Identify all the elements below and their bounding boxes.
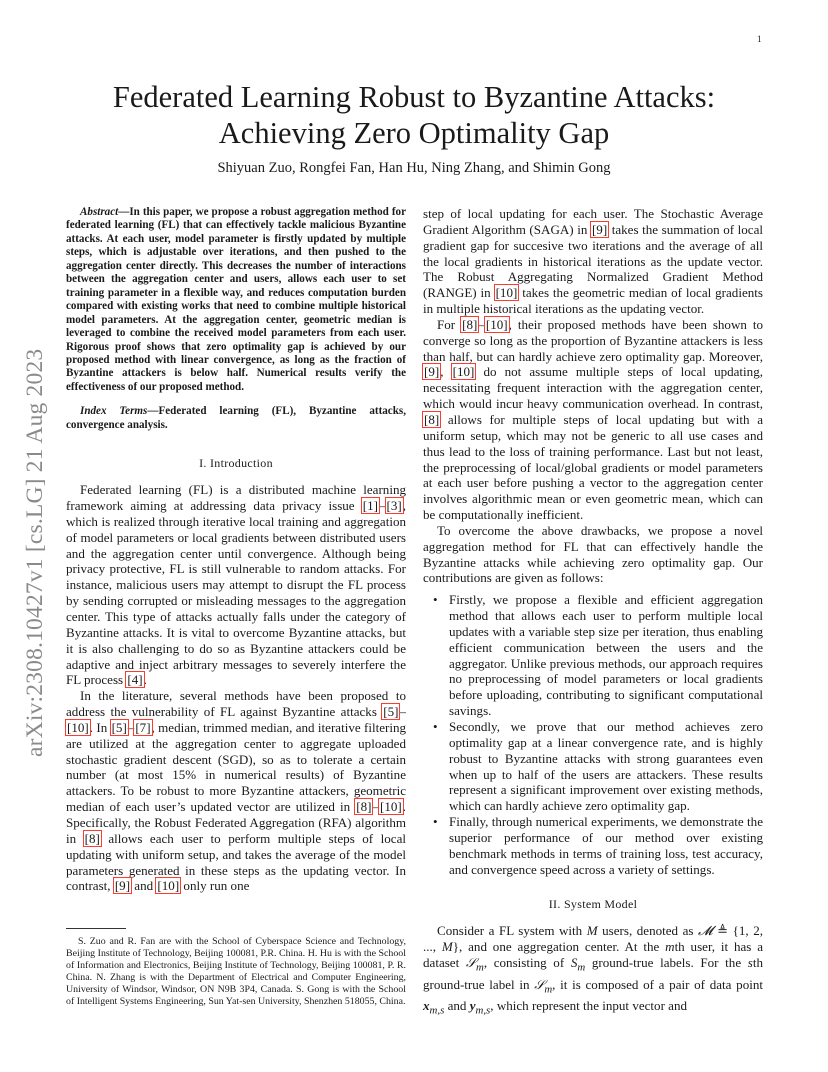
citation-link[interactable]: [8] [356,799,372,815]
contributions-list [423,592,763,877]
index-terms [66,405,406,432]
bullet-icon: • [433,814,438,830]
paper-title [60,79,768,151]
intro-paragraph-1: Federated learning (FL) is a distributed machine learning framework aiming at addressing data privacy issue [1]–[3], which is realized through iterative local training and aggregation of model parameters or local gradients between distributed users and the aggregation center until convergence. Although being privacy protective, FL is still vulnerable to random attacks. For instance, malicious users may attempt to disrupt the FL process by sending corrupted or misleading messages to the aggregation center. This type of attacks actually falls under the category of Byzantine attacks. It is vital to overcome Byzantine attacks, but it is also challenging to do so as Byzantine attackers could be adaptive and inject arbitrary messages to severely interfere the FL process [4]. [66,482,406,688]
right-paragraph-1: step of local updating for each user. The Stochastic Average Gradient Algorithm (SAGA) in [9] takes the summation of local gradient gap for succesive two iterations and the average of all the local gradients in historical iterations as the update vector. The Robust Aggregating Normalized Gradient Method (RANGE) in [10] takes the geometric median of local gradients in multiple historical iterations as the updating vector. [423,206,763,317]
citation-link[interactable]: [5] [383,704,399,720]
abstract-text: —In this paper, we propose a robust aggregation method for federated learning (FL) that can effectively tackle malicious Byzantine attacks. At each user, model parameter is firstly updated by multiple steps, which is adjustable over iterations, and then pushed to the aggregation center directly. This decreases the number of interactions between the aggregation center and users, allows each user to set training parameter in a flexible way, and reduces computation burden compared with existing works that need to combine multiple historical model parameters. At the aggregation center, geometric median is leveraged to combine the received model parameters from each user. Rigorous proof shows that zero optimality gap is achieved by our proposed method with linear convergence, as long as the fraction of Byzantine attackers is below half. Numerical results verify the effectiveness of our proposed method. [66,206,406,393]
list-item: • Finally, through numerical experiments, we demonstrate the superior performance of our method over existing benchmark methods in terms of training loss, test accuracy, and convergence speed across a variety of settings. [433,814,763,877]
section-heading-introduction: I. Introduction [199,456,273,471]
citation-link[interactable]: [8] [84,830,100,846]
citation-link[interactable]: [3] [386,498,402,514]
citation-link[interactable]: [4] [127,672,143,688]
citation-link[interactable]: [10] [452,364,475,380]
citation-link[interactable]: [9] [114,878,131,894]
citation-link[interactable]: [8] [462,316,478,332]
index-terms-text: —Federated learning (FL), Byzantine attacks, convergence analysis. [66,405,406,431]
index-terms-label: Index Terms [80,405,148,418]
citation-link[interactable]: [10] [485,316,508,332]
right-paragraph-3: To overcome the above drawbacks, we propose a novel aggregation method for FL that can effectively handle the Byzantine attacks while achieving zero optimality gap. Our contributions are given as follows: [423,522,763,586]
right-paragraph-2: For [8]–[10], their proposed methods have been shown to converge so long as the proportion of Byzantine attackers is less than half, but can hardly achieve zero optimality gap. Moreover, [9], [10] do not assume multiple steps of local updating, necessitating frequent interaction with the aggregation center, which would incur heavy communication overhead. In contrast, [8] allows for multiple steps of local updating but with a uniform setup, which may not be generic to all use cases and thus lead to the loss of training performance. Last but not least, the preprocessing of local/global gradients or model parameters at each user before pushing a vector to the aggregation center involves algorithmic mean or even geometric mean, which can be computationally inefficient. [423,316,763,523]
citation-link[interactable]: [10] [495,285,518,301]
intro-paragraph-2: In the literature, several methods have been proposed to address the vulnerability of FL against Byzantine attacks [5]–[10]. In [5]–[7], median, trimmed median, and iterative filtering are utilized at the aggregation center to aggregate uploaded stochastic gradient descent (SGD), so as to tolerate a certain number (at most 15% in numerical results) of Byzantine attackers. To be robust to more Byzantine attackers, geometric median of each user’s updated vector are utilized in [8]–[10]. Specifically, the Robust Federated Aggregation (RFA) algorithm in [8] allows each user to perform multiple steps of local updating with uniform setup, and takes the average of the model parameters generated in these steps as the updating vector. In contrast, [9] and [10] only run one [66,688,407,894]
list-item: • Firstly, we propose a flexible and efficient aggregation method that allows each user to perform multiple local updates with a variable step size per iteration, thus enabling efficient communication between the users and the aggregator. Unlike previous methods, our approach requires no preprocessing of model parameters or local gradients before uploading, contributing to significant computational savings. [433,592,763,719]
author-list: Shiyuan Zuo, Rongfei Fan, Han Hu, Ning Zhang, and Shimin Gong [217,160,611,176]
citation-link[interactable]: [9] [591,221,608,237]
bullet-icon: • [433,719,438,734]
abstract-label: Abstract [80,206,119,218]
citation-link[interactable]: [10] [157,878,180,894]
system-model-paragraph: Consider a FL system with M users, denoted as 𝓜 ≜ {1, 2, ..., M}, and one aggregation center. At the mth user, it has a dataset 𝒮$_m$, consisting of $S_m$ ground-true labels. For the sth ground-true label in 𝒮$_m$, it is composed of a pair of data point $x_{m,s}$ and $y_{m,s}$, which represent the input vector and [423,923,763,1017]
citation-link[interactable]: [1] [362,498,378,514]
title-line-2: Achieving Zero Optimality Gap [218,116,610,150]
citation-link[interactable]: [10] [379,799,402,815]
left-column [66,206,406,894]
section-heading-system-model: II. System Model [548,897,638,912]
citation-link[interactable]: [7] [135,719,151,735]
citation-link[interactable]: [5] [111,719,127,735]
citation-link[interactable]: [8] [424,411,440,427]
page-number: 1 [757,34,762,44]
arxiv-identifier-stamp[interactable]: arXiv:2308.10427v1 [cs.LG] 21 Aug 2023 [22,348,48,757]
author-affiliation-footnote: S. Zuo and R. Fan are with the School of Cyberspace Science and Technology, Beijing Institute of Technology, Beijing 100081, P.R. China. H. Hu is with the School of Information and Electronics, Beijing Institute of Technology, Beijing 100081, P. R. China. N. Zhang is with the Department of Electrical and Computer Engineering, University of Windsor, Windsor, ON N9B 3P4, Canada. S. Gong is with the School of Intelligent Systems Engineering, Sun Yat-sen University, Shenzhen 518055, China. [66,936,406,1007]
list-item: • Secondly, we prove that our method achieves zero optimality gap at a linear convergence rate, and is highly robust to Byzantine attacks with strong guarantees even when up to half of the users are attackers. These results represent a significant improvement over existing methods, which can hardly achieve zero optimality gap. [433,719,763,814]
bullet-icon: • [433,592,438,608]
footnote-divider [66,928,126,929]
title-line-1: Federated Learning Robust to Byzantine Attacks: [112,80,716,114]
citation-link[interactable]: [10] [67,719,89,735]
right-column [423,206,763,1019]
citation-link[interactable]: [9] [424,364,440,380]
abstract [66,206,406,394]
